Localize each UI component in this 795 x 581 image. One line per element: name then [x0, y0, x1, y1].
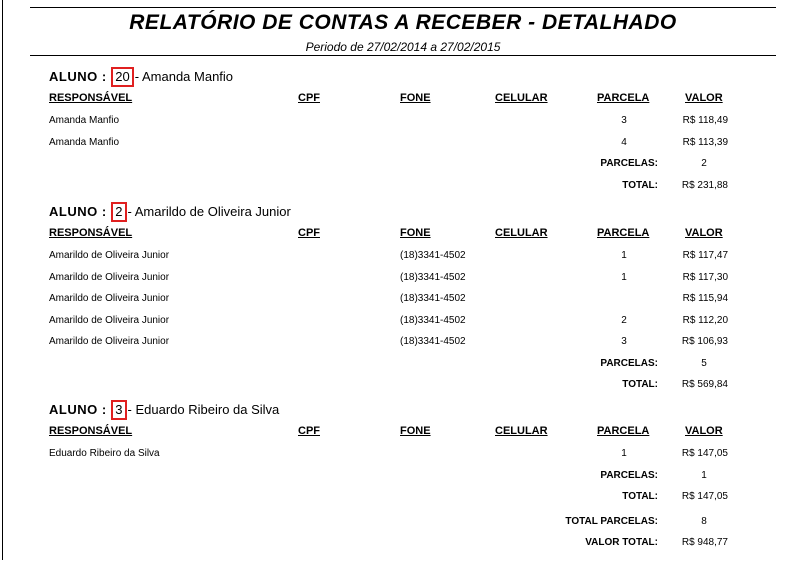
column-header-cpf: CPF: [298, 92, 320, 104]
cell-valor: R$ 112,20: [682, 314, 728, 326]
column-header-responsavel: RESPONSÁVEL: [49, 92, 133, 104]
parcelas-value: 1: [701, 469, 707, 481]
valor-total-label: VALOR TOTAL:: [585, 537, 658, 548]
cell-parcela: 2: [621, 314, 627, 326]
parcelas-value: 2: [701, 158, 707, 169]
cell-valor: R$ 117,47: [682, 250, 728, 261]
top-rule: [30, 7, 776, 8]
total-parcelas-label: TOTAL PARCELAS:: [565, 516, 658, 527]
cell-responsavel: Amarildo de Oliveira Junior: [49, 250, 170, 261]
cell-valor: R$ 113,39: [682, 136, 728, 148]
total-value: R$ 231,88: [681, 179, 728, 191]
report-period: Periodo de 27/02/2014 a 27/02/2015: [305, 40, 501, 54]
column-header-celular: CELULAR: [495, 425, 548, 437]
column-header-valor: VALOR: [685, 425, 723, 437]
cell-responsavel: Amarildo de Oliveira Junior: [49, 314, 170, 326]
aluno-line: [49, 202, 291, 222]
column-header-responsavel: RESPONSÁVEL: [49, 425, 133, 437]
aluno-number: 3: [111, 400, 126, 420]
cell-parcela: 3: [621, 336, 627, 347]
total-label: TOTAL:: [622, 491, 658, 502]
aluno-line: [49, 67, 233, 87]
column-header-cpf: CPF: [298, 227, 320, 239]
column-header-valor: VALOR: [685, 227, 723, 239]
total-value: R$ 569,84: [681, 379, 728, 390]
cell-parcela: 1: [621, 271, 627, 283]
cell-valor: R$ 115,94: [682, 293, 728, 304]
cell-responsavel: Amanda Manfio: [49, 136, 120, 148]
column-header-fone: FONE: [400, 425, 431, 437]
cell-parcela: 1: [621, 250, 627, 261]
cell-fone: (18)3341-4502: [400, 250, 466, 261]
aluno-name: - Amarildo de Oliveira Junior: [127, 204, 291, 219]
cell-responsavel: Amanda Manfio: [49, 115, 120, 126]
total-label: TOTAL:: [622, 379, 658, 390]
valor-total-value: R$ 948,77: [681, 537, 728, 548]
column-header-parcela: PARCELA: [597, 92, 650, 104]
aluno-number: 2: [111, 202, 126, 222]
column-header-cpf: CPF: [298, 425, 320, 437]
cell-fone: (18)3341-4502: [400, 336, 466, 347]
column-header-responsavel: RESPONSÁVEL: [49, 227, 133, 239]
column-header-valor: VALOR: [685, 92, 723, 104]
cell-valor: R$ 117,30: [682, 271, 728, 283]
cell-parcela: 1: [621, 448, 627, 459]
aluno-line: [49, 400, 279, 420]
total-label: TOTAL:: [622, 179, 658, 191]
aluno-label: ALUNO :: [49, 204, 107, 219]
total-value: R$ 147,05: [681, 491, 728, 502]
aluno-number: 20: [111, 67, 133, 87]
parcelas-label: PARCELAS:: [600, 158, 658, 169]
cell-valor: R$ 118,49: [682, 115, 728, 126]
parcelas-label: PARCELAS:: [600, 469, 658, 481]
aluno-label: ALUNO :: [49, 69, 107, 84]
column-header-fone: FONE: [400, 227, 431, 239]
header-rule: [30, 55, 776, 56]
cell-responsavel: Amarildo de Oliveira Junior: [49, 293, 170, 304]
column-header-parcela: PARCELA: [597, 227, 650, 239]
parcelas-label: PARCELAS:: [600, 357, 658, 369]
cell-responsavel: Amarildo de Oliveira Junior: [49, 271, 170, 283]
student-section: [0, 202, 795, 402]
cell-fone: (18)3341-4502: [400, 271, 466, 283]
parcelas-value: 5: [701, 357, 707, 369]
cell-parcela: 4: [621, 136, 627, 148]
column-header-parcela: PARCELA: [597, 425, 650, 437]
column-header-fone: FONE: [400, 92, 431, 104]
column-header-celular: CELULAR: [495, 227, 548, 239]
cell-valor: R$ 106,93: [681, 336, 728, 347]
report-title: RELATÓRIO DE CONTAS A RECEBER - DETALHADO: [129, 11, 677, 34]
aluno-name: - Eduardo Ribeiro da Silva: [127, 402, 280, 417]
cell-fone: (18)3341-4502: [400, 293, 466, 304]
total-parcelas-value: 8: [701, 516, 707, 527]
cell-valor: R$ 147,05: [681, 448, 728, 459]
cell-responsavel: Amarildo de Oliveira Junior: [49, 336, 170, 347]
student-section: [0, 400, 795, 581]
cell-fone: (18)3341-4502: [400, 314, 466, 326]
cell-responsavel: Eduardo Ribeiro da Silva: [49, 448, 160, 459]
aluno-label: ALUNO :: [49, 402, 107, 417]
column-header-celular: CELULAR: [495, 92, 548, 104]
cell-parcela: 3: [621, 115, 627, 126]
aluno-name: - Amanda Manfio: [134, 69, 234, 84]
